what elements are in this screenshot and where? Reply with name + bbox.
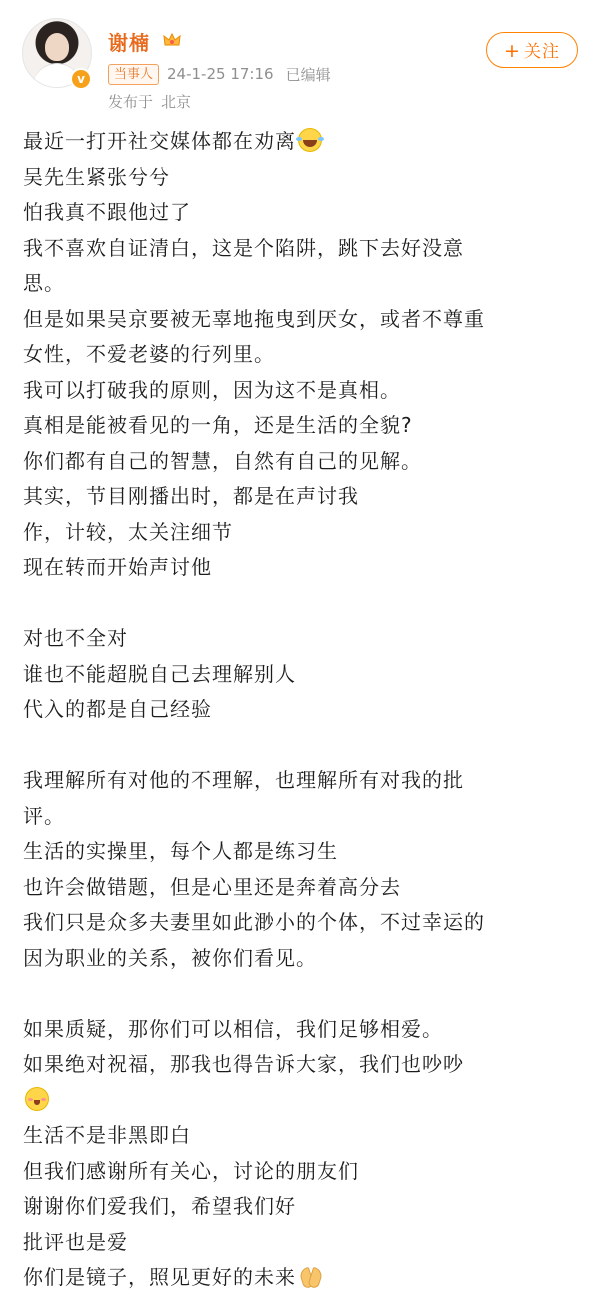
post-line: 谁也不能超脱自己去理解别人 [23, 661, 296, 686]
praying-hands-emoji [298, 1266, 322, 1288]
post-line: 代入的都是自己经验 [23, 697, 212, 721]
paragraph-break [23, 728, 583, 764]
follow-button[interactable] [486, 32, 578, 68]
post-line: 如果质疑，那你们可以相信，我们足够相爱。 [23, 1016, 443, 1041]
post-line-text: 最近一打开社交媒体都在劝离 [23, 129, 296, 153]
post-line: 我们只是众多夫妻里如此渺小的个体，不过幸运的 [23, 910, 485, 934]
post-line: 生活不是非黑即白 [23, 1123, 191, 1147]
post-line: 评。 [23, 803, 65, 828]
post-line: 如果绝对祝福，那我也得告诉大家，我们也吵吵 [23, 1052, 464, 1076]
post-header [0, 0, 600, 118]
post-line: 思。 [23, 271, 65, 295]
post-line: 对也不全对 [23, 626, 128, 650]
post-line: 我不喜欢自证清白，这是个陷阱，跳下去好没意 [23, 235, 464, 260]
post-line [23, 1260, 583, 1296]
location-line [108, 91, 191, 112]
post-meta [108, 63, 331, 85]
post-line: 批评也是爱 [23, 1229, 128, 1254]
verified-badge-icon: v [70, 68, 92, 90]
post-line: 但是如果吴京要被无辜地拖曳到厌女，或者不尊重 [23, 306, 485, 331]
edited-status: 已编辑 [285, 65, 331, 84]
paragraph-break [23, 586, 583, 622]
post-line: 女性，不爱老婆的行列里。 [23, 342, 275, 366]
shy-smile-emoji [25, 1087, 49, 1111]
post-line: 怕我真不跟他过了 [23, 200, 191, 224]
post-line: 生活的实操里，每个人都是练习生 [23, 839, 338, 863]
emoji-line [23, 1083, 583, 1119]
follow-label: 关注 [523, 42, 560, 62]
crown-icon [162, 30, 182, 50]
post-body [23, 124, 583, 1296]
post-line: 现在转而开始声讨他 [23, 555, 212, 579]
party-badge: 当事人 [108, 64, 159, 85]
plus-icon: + [504, 40, 521, 62]
post-line: 真相是能被看见的一角，还是生活的全貌? [23, 413, 413, 437]
post-line: 也许会做错题，但是心里还是奔着高分去 [23, 874, 401, 899]
laughing-tears-emoji [298, 128, 322, 152]
post-line: 我可以打破我的原则，因为这不是真相。 [23, 377, 401, 402]
post-line: 吴先生紧张兮兮 [23, 164, 170, 189]
avatar-face [45, 33, 69, 61]
post-line: 其实，节目刚播出时，都是在声讨我 [23, 484, 359, 508]
location: 北京 [161, 93, 192, 111]
post-line: 谢谢你们爱我们，希望我们好 [23, 1194, 296, 1218]
post-line-text: 你们是镜子，照见更好的未来 [23, 1265, 296, 1289]
post-line: 因为职业的关系，被你们看见。 [23, 945, 317, 970]
paragraph-break [23, 976, 583, 1012]
post-line: 作，计较，太关注细节 [23, 519, 233, 544]
post-line: 我理解所有对他的不理解，也理解所有对我的批 [23, 768, 464, 792]
author-name[interactable]: 谢楠 [108, 31, 150, 55]
location-prefix: 发布于 [108, 93, 154, 111]
post-line [23, 124, 583, 160]
post-line: 但我们感谢所有关心，讨论的朋友们 [23, 1158, 359, 1183]
timestamp: 24-1-25 17:16 [167, 65, 274, 83]
post-line: 你们都有自己的智慧，自然有自己的见解。 [23, 448, 422, 473]
